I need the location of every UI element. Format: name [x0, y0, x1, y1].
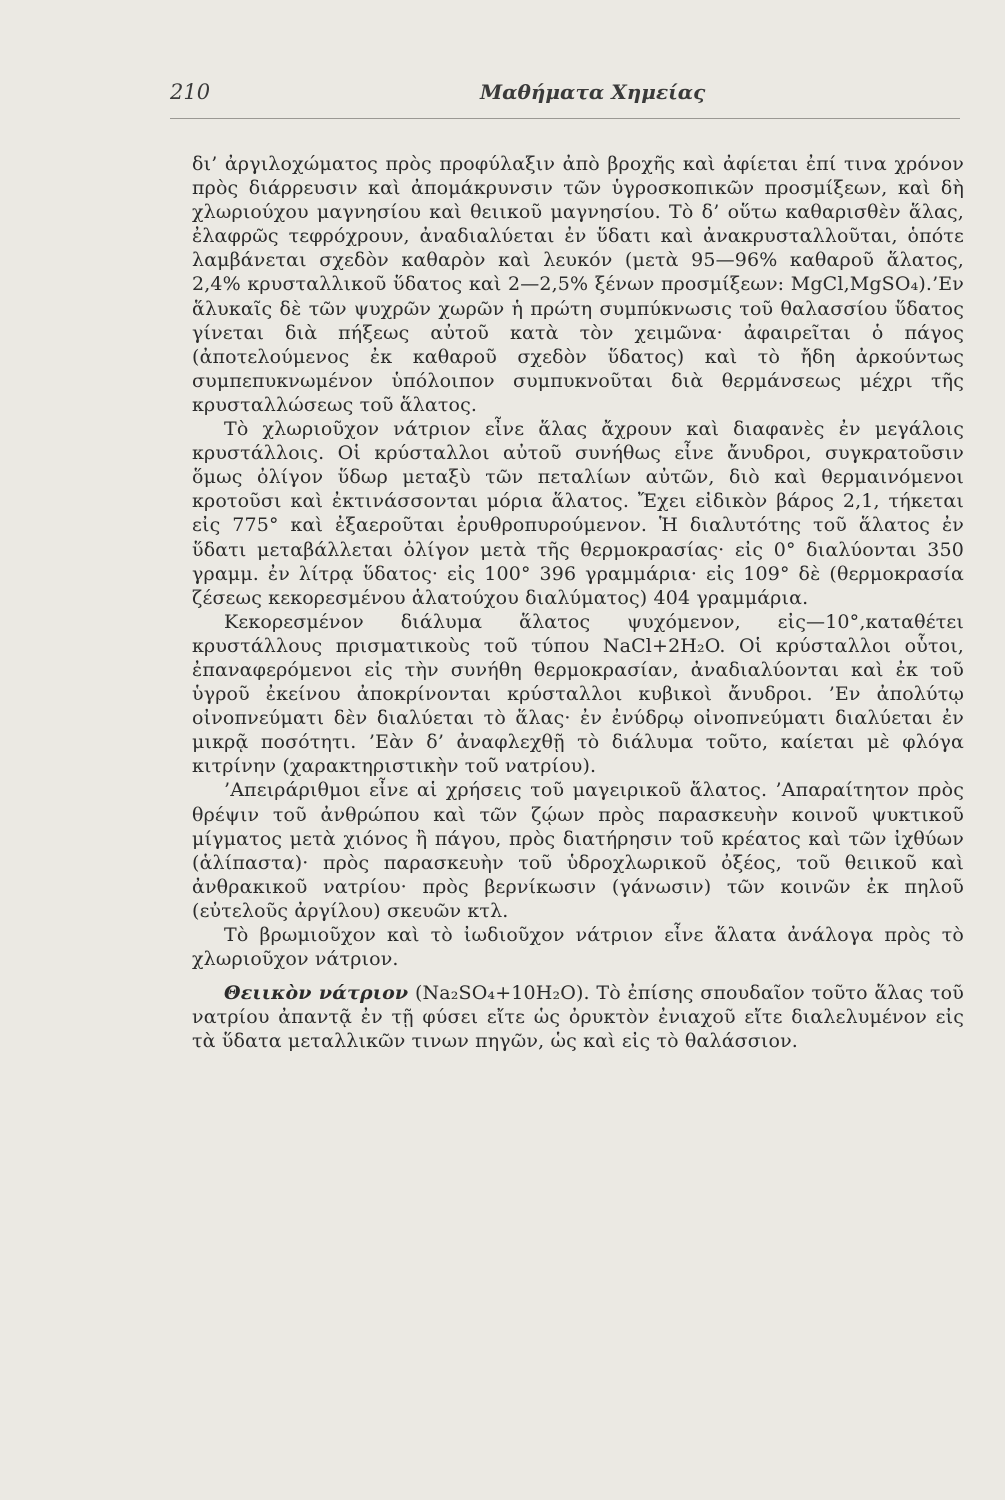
paragraph-2: Τὸ χλωριοῦχον νάτριον εἶνε ἅλας ἄχρουν καὶ διαφανὲς ἐν μεγάλοις κρυστάλλοις. Οἱ κρύσταλλοι αὐτοῦ συνήθως εἶνε ἄνυδροι, συγκρατοῦσιν ὅμως ὀλίγον ὕδωρ μεταξὺ τῶν πεταλίων αὐτῶν, διὸ καὶ θερμαινόμενοι κροτοῦσι καὶ ἐκτινάσσονται μόρια ἅλατος. Ἔχει εἰδικὸν βάρος 2,1, τήκεται εἰς 775° καὶ ἐξαεροῦται ἐρυθροπυρούμενον. Ἡ διαλυτότης τοῦ ἅλατος ἐν ὕδατι μεταβάλλεται ὀλίγον μετὰ τῆς θερμοκρασίας· εἰς 0° διαλύονται 350 γραμμ. ἐν λίτρᾳ ὕδατος· εἰς 100° 396 γραμμάρια· εἰς 109° δὲ (θερμοκρασία ζέσεως κεκορεσμένου ἁλατούχου διαλύματος) 404 γραμμάρια.	[192, 418, 964, 609]
section-formula: (Na₂SO₄+10H₂O).	[414, 982, 590, 1005]
page-number: 210	[170, 80, 211, 104]
paragraph-6	[192, 981, 964, 1053]
text-body	[192, 152, 964, 1053]
paragraph-5: Τὸ βρωμιοῦχον καὶ τὸ ἰωδιοῦχον νάτριον εἶνε ἅλατα ἀνάλογα πρὸς τὸ χλωριοῦχον νάτριον.	[192, 924, 964, 971]
paragraph-3: Κεκορεσμένον διάλυμα ἅλατος ψυχόμενον, εἰς—10°,καταθέτει κρυστάλλους πρισματικοὺς τοῦ τύπου NaCl+2H₂O. Οἱ κρύσταλλοι οὗτοι, ἐπαναφερόμενοι εἰς τὴν συνήθη θερμοκρασίαν, ἀναδιαλύονται καὶ ἐκ τοῦ ὑγροῦ ἐκείνου ἀποκρίνονται κρύσταλλοι κυβικοὶ ἄνυδροι. ’Εν ἀπολύτῳ οἰνοπνεύματι δὲν διαλύεται τὸ ἅλας· ἐν ἐνύδρῳ οἰνοπνεύματι διαλύεται ἐν μικρᾷ ποσότητι. ’Εὰν δ’ ἀναφλεχθῇ τὸ διάλυμα τοῦτο, καίεται μὲ φλόγα κιτρίνην (χαρακτηριστικὴν τοῦ νατρίου).	[192, 610, 964, 778]
section-heading: Θειικὸν νάτριον	[224, 982, 409, 1005]
page-header	[170, 80, 960, 112]
header-rule	[170, 118, 960, 119]
running-title: Μαθήματα Χημείας	[480, 80, 706, 104]
section-text: Τὸ ἐπίσης σπουδαῖον τοῦτο ἅλας τοῦ νατρίου ἀπαντᾷ ἐν τῇ φύσει εἴτε ὡς ὀρυκτὸν ἐνιαχοῦ εἴτε διαλελυμένον εἰς τὰ ὕδατα μεταλλικῶν τινων πηγῶν, ὡς καὶ εἰς τὸ θαλάσσιον.	[192, 982, 964, 1053]
paragraph-1: δι’ ἀργιλοχώματος πρὸς προφύλαξιν ἀπὸ βροχῆς καὶ ἀφίεται ἐπί τινα χρόνον πρὸς διάρρευσιν καὶ ἀπομάκρυνσιν τῶν ὑγροσκοπικῶν προσμίξεων, καὶ δὴ χλωριούχου μαγνησίου καὶ θειικοῦ μαγνησίου. Τὸ δ’ οὕτω καθαρισθὲν ἅλας, ἐλαφρῶς τεφρόχρουν, ἀναδιαλύεται ἐν ὕδατι καὶ ἀνακρυσταλλοῦται, ὁπότε λαμβάνεται σχεδὸν καθαρὸν καὶ λευκόν (μετὰ 95—96% καθαροῦ ἅλατος, 2,4% κρυσταλλικοῦ ὕδατος καὶ 2—2,5% ξένων προσμίξεων: MgCl,MgSO₄).’Εν ἅλυκαῖς δὲ τῶν ψυχρῶν χωρῶν ἡ πρώτη συμπύκνωσις τοῦ θαλασσίου ὕδατος γίνεται διὰ πήξεως αὐτοῦ κατὰ τὸν χειμῶνα· ἀφαιρεῖται ὁ πάγος (ἀποτελούμενος ἐκ καθαροῦ σχεδὸν ὕδατος) καὶ τὸ ἤδη ἀρκούντως συμπεπυκνωμένον ὑπόλοιπον συμπυκνοῦται διὰ θερμάνσεως μέχρι τῆς κρυσταλλώσεως τοῦ ἅλατος.	[192, 153, 964, 416]
paragraph-4: ’Απειράριθμοι εἶνε αἱ χρήσεις τοῦ μαγειρικοῦ ἅλατος. ’Απαραίτητον πρὸς θρέψιν τοῦ ἀνθρώπου καὶ τῶν ζῴων πρὸς παρασκευὴν κοινοῦ ψυκτικοῦ μίγματος μετὰ χιόνος ἢ πάγου, πρὸς διατήρησιν τοῦ κρέατος καὶ τῶν ἰχθύων (ἁλίπαστα)· πρὸς παρασκευὴν τοῦ ὑδροχλωρικοῦ ὀξέος, τοῦ θειικοῦ καὶ ἀνθρακικοῦ νατρίου· πρὸς βερνίκωσιν (γάνωσιν) τῶν κοινῶν ἐκ πηλοῦ (εὐτελοῦς ἀργίλου) σκευῶν κτλ.	[192, 779, 964, 922]
